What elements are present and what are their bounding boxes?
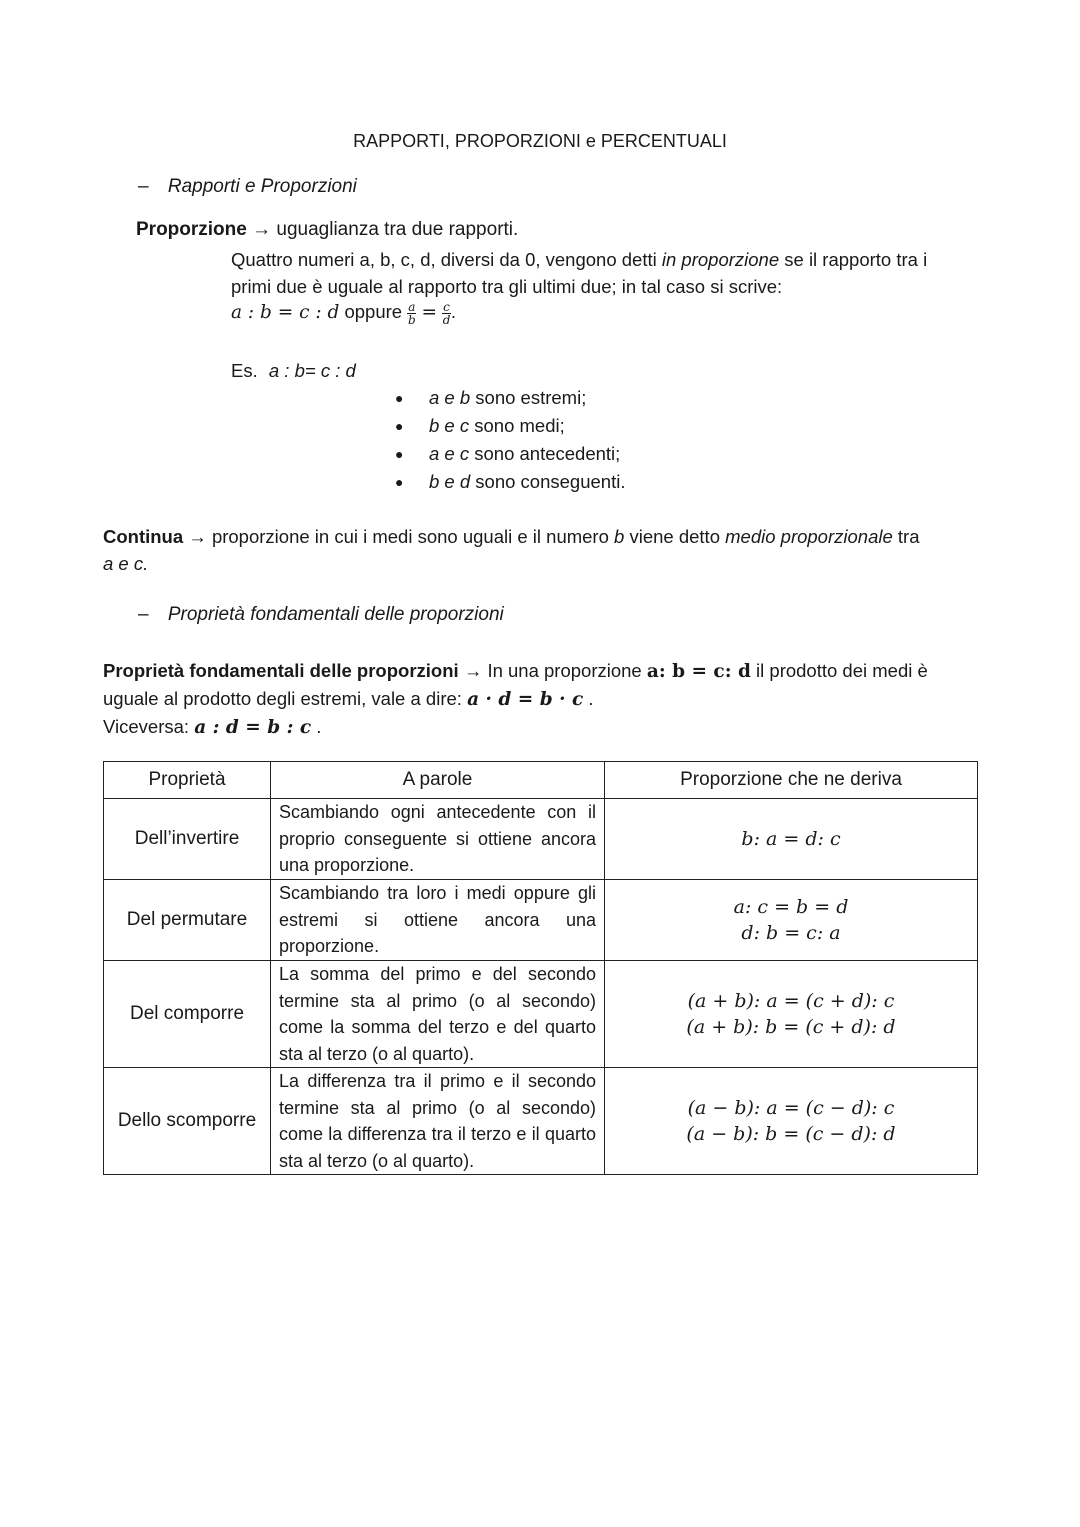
property-description: La differenza tra il primo e il secondo termine sta al primo (o al secondo) come la differenza tra il terzo e il quarto sta al terzo (o al quarto). [271,1068,605,1175]
list-item: ● a e b sono estremi; [395,384,625,412]
formula-proportion: a: b = c: d [646,661,751,682]
table-row [104,880,978,961]
formula-line: (a − b): a = (c − d): c [687,1097,895,1119]
property-formula [605,880,978,961]
table-header-row [104,762,978,799]
page-title: RAPPORTI, PROPORZIONI e PERCENTUALI [353,131,727,151]
property-name: Dello scomporre [104,1068,271,1175]
example-line [231,360,356,382]
term-proporzione: Proporzione [136,219,247,240]
list-item: ● b e d sono conseguenti. [395,468,625,496]
text-segment: se il rapporto tra i [779,249,928,270]
property-formula [605,961,978,1068]
dash-marker: – [138,604,149,625]
equals-sign: = [421,302,438,323]
table-row [104,961,978,1068]
property-name: Del permutare [104,880,271,961]
text-line: primi due è uguale al rapporto tra gli ultimi due; in tal caso si scrive: [231,276,783,297]
formula-viceversa: a : d = b : c [194,717,312,738]
fraction-a-b: $\frac{a}{b}$ [407,299,416,327]
formula-line: (a + b): a = (c + d): c [687,990,895,1012]
text-line: a e c. [103,553,149,574]
table-row [104,799,978,880]
property-name: Del comporre [104,961,271,1068]
text-italic: medio proporzionale [725,526,893,547]
property-description: Scambiando ogni antecedente con il proprio conseguente si ottiene ancora una proporzione. [271,799,605,880]
property-name: Dell’invertire [104,799,271,880]
text-segment: tra [892,526,920,547]
header-proprieta: Proprietà [104,762,271,799]
formula-line: (a − b): b = (c − d): d [686,1123,896,1145]
term-continua: Continua [103,526,184,547]
section-label: Proprietà fondamentali delle proporzioni [167,604,504,625]
definition-text: uguaglianza tra due rapporti. [276,219,519,240]
text-segment: In una proporzione [487,660,647,681]
header-proporzione: Proporzione che ne deriva [605,762,978,799]
arrow-icon: → [463,660,483,681]
property-description: Scambiando tra loro i medi oppure gli estremi si ottiene ancora una proporzione. [271,880,605,961]
text-italic: b [614,526,625,547]
example-bullets [395,384,625,496]
text-segment: . [311,716,322,737]
proporzione-definition [136,219,518,241]
table-row [104,1068,978,1175]
formula-line: b: a = d: c [741,828,841,850]
property-description: La somma del primo e del secondo termine sta al primo (o al secondo) come la somma del terzo e del quarto sta al terzo (o al quarto). [271,961,605,1068]
formula-line: d: b = c: a [741,922,841,944]
continua-definition [103,523,983,577]
properties-table [103,761,978,1175]
text-segment: viene detto [624,526,726,547]
text-segment: proporzione in cui i medi sono uguali e il numero [211,526,615,547]
arrow-icon: → [252,219,272,240]
formula-product: a · d = b · c [467,689,584,710]
formula-colon: a : b = c : d [231,302,340,323]
formula-line: a: c = b = d [733,896,849,918]
header-a-parole: A parole [271,762,605,799]
arrow-icon: → [188,526,207,547]
property-formula [605,1068,978,1175]
section-heading-proprieta [138,604,504,626]
text-segment: uguale al prodotto degli estremi, vale a dire: [103,688,468,709]
text-segment: Quattro numeri a, b, c, d, diversi da 0, vengono detti [231,249,662,270]
oppure-text: oppure [344,301,403,322]
fraction-c-d: $\frac{c}{d}$ [442,299,451,327]
text-segment: il prodotto dei medi è [750,660,928,681]
property-formula [605,799,978,880]
proporzione-formula [231,297,456,328]
proporzione-explanation [231,246,991,300]
section-label: Rapporti e Proporzioni [167,176,357,197]
period: . [450,301,457,322]
fondamentale-definition [103,657,983,741]
list-item: ● a e c sono antecedenti; [395,440,625,468]
text-segment: Viceversa: [103,716,195,737]
formula-line: (a + b): b = (c + d): d [686,1016,896,1038]
list-item: ● b e c sono medi; [395,412,625,440]
example-formula: a : b= c : d [268,360,356,381]
text-italic: in proporzione [661,249,780,270]
text-segment: . [583,688,594,709]
term-fondamentale: Proprietà fondamentali delle proporzioni [103,660,459,681]
section-heading-rapporti [138,176,357,198]
dash-marker: – [138,176,149,197]
example-label: Es. [231,360,258,381]
